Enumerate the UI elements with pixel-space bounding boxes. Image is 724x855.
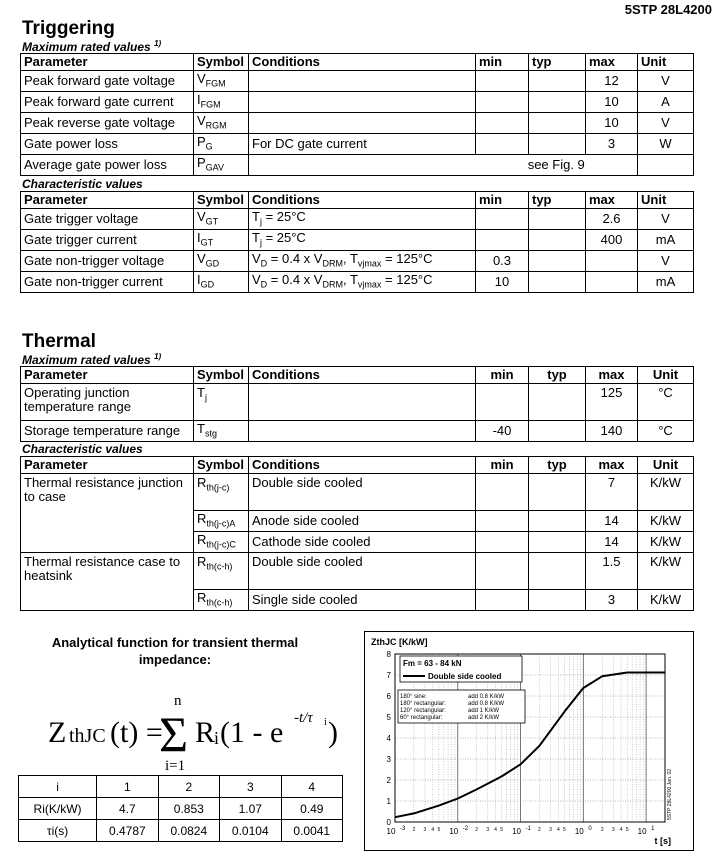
- x-tick-exponent: -3: [400, 826, 406, 832]
- cell-unit: V: [638, 113, 694, 134]
- header-min: min: [476, 457, 529, 474]
- thermal-char-table: [20, 456, 694, 611]
- cell-symbol: $V_{RGM}$: [194, 113, 249, 134]
- cell-max: 3: [586, 590, 638, 611]
- header-min: min: [476, 367, 529, 384]
- cell-parameter: Gate trigger current: [21, 230, 194, 251]
- header-max: max: [586, 367, 638, 384]
- cell-max: 125: [586, 384, 638, 421]
- cell-i-4: 4: [281, 776, 342, 798]
- cell-tau-label: τi(s): [19, 820, 97, 842]
- cell-tau-value: 0.0824: [158, 820, 219, 842]
- cell-max: 14: [586, 511, 638, 532]
- x-minor-tick-label: 5: [563, 827, 566, 833]
- cell-max: 10: [586, 92, 638, 113]
- table-row: [21, 71, 694, 92]
- y-tick-label: 1: [386, 797, 391, 806]
- formula-sigma: Σ: [159, 706, 189, 762]
- cell-typ: [529, 134, 586, 155]
- formula-sum-bottom: i=1: [165, 758, 186, 774]
- legend-series-label: Double side cooled: [428, 672, 502, 681]
- header-max: max: [586, 457, 638, 474]
- table-row-average-gate-power: [21, 155, 694, 176]
- x-tick-label: 10: [449, 827, 459, 836]
- cell-max: 140: [586, 421, 638, 442]
- y-tick-label: 3: [386, 755, 391, 764]
- cell-unit: K/kW: [638, 511, 694, 532]
- header-symbol: Symbol: [194, 457, 249, 474]
- cell-parameter: Gate trigger voltage: [21, 209, 194, 230]
- cell-parameter: Peak forward gate voltage: [21, 71, 194, 92]
- cell-min: [476, 209, 529, 230]
- formula-rhs-sub: i: [214, 728, 220, 748]
- thermal-coefficients-table: [18, 775, 343, 842]
- x-tick-exponent: -1: [525, 826, 531, 832]
- x-axis-label: t [s]: [654, 836, 671, 846]
- cell-conditions: [249, 92, 476, 113]
- table-row: [19, 798, 343, 820]
- x-tick-label: 10: [637, 827, 647, 836]
- side-note: 5STP 28L4200 Jan. 02: [667, 768, 673, 820]
- cell-max: 10: [586, 113, 638, 134]
- header-parameter: Parameter: [21, 367, 194, 384]
- table-header-row: [21, 192, 694, 209]
- formula-arg: (t) =: [110, 716, 163, 749]
- cell-symbol: $I_{FGM}$: [194, 92, 249, 113]
- cell-symbol: $P_{GAV}$: [194, 155, 249, 176]
- header-parameter: Parameter: [21, 457, 194, 474]
- cell-unit: K/kW: [638, 553, 694, 590]
- cell-min: 10: [476, 272, 529, 293]
- cell-unit: W: [638, 134, 694, 155]
- cell-parameter: Average gate power loss: [21, 155, 194, 176]
- table-row: [21, 92, 694, 113]
- x-minor-tick-label: 3: [549, 827, 552, 833]
- cell-min: -40: [476, 421, 529, 442]
- x-minor-tick-label: 2: [475, 827, 479, 833]
- cell-unit: °C: [638, 384, 694, 421]
- cell-parameter: Thermal resistance junction to case: [21, 474, 194, 553]
- triggering-char-label: Characteristic values: [22, 177, 143, 191]
- cell-max: 400: [586, 230, 638, 251]
- cell-max: 1.5: [586, 553, 638, 590]
- x-minor-tick-label: 4: [556, 827, 560, 833]
- cell-typ: [529, 92, 586, 113]
- cell-conditions: $T_j = 25^\circ C$: [249, 209, 476, 230]
- formula-lhs-sub: thJC: [69, 725, 106, 747]
- y-tick-label: 5: [386, 713, 391, 722]
- cell-unit: K/kW: [638, 590, 694, 611]
- header-unit: Unit: [638, 367, 694, 384]
- formula-close: ): [328, 716, 338, 749]
- cell-min: [476, 113, 529, 134]
- x-minor-tick-label: 3: [611, 827, 615, 833]
- x-minor-tick-label: 4: [431, 827, 435, 833]
- table-row: [21, 113, 694, 134]
- cell-unit: °C: [638, 421, 694, 442]
- cell-min: [476, 92, 529, 113]
- x-tick-exponent: -2: [462, 826, 469, 832]
- y-tick-label: 2: [386, 776, 391, 785]
- legend-addition-value: add 1 K/kW: [468, 708, 500, 714]
- thermal-max-label: Maximum rated values $^{1)}$: [22, 352, 162, 367]
- cell-i-3: 3: [220, 776, 281, 798]
- triggering-max-label: Maximum rated values $^{1)}$: [22, 39, 162, 54]
- header-symbol: Symbol: [194, 54, 249, 71]
- cell-min: [476, 384, 529, 421]
- cell-max: 7: [586, 474, 638, 511]
- cell-min: 0.3: [476, 251, 529, 272]
- header-conditions: Conditions: [249, 457, 476, 474]
- cell-conditions: [249, 71, 476, 92]
- x-tick-label: 10: [386, 827, 396, 836]
- table-row: [21, 272, 694, 293]
- legend-addition-condition: 180° sine:: [400, 694, 427, 700]
- formula-lhs: Z: [48, 716, 67, 749]
- cell-unit: A: [638, 92, 694, 113]
- cell-parameter: Thermal resistance case to heatsink: [21, 553, 194, 611]
- header-typ: typ: [529, 367, 586, 384]
- formula-rhs: R: [195, 716, 216, 749]
- cell-max: 3: [586, 134, 638, 155]
- cell-symbol: $R_{th(j-c)A}$: [194, 511, 249, 532]
- x-tick-label: 10: [512, 827, 522, 836]
- cell-conditions: Double side cooled: [249, 474, 476, 511]
- table-row-rth-ch: [21, 553, 694, 590]
- legend-addition-value: add 2 K/kW: [468, 715, 500, 721]
- cell-symbol: $R_{th(j-c)C}$: [194, 532, 249, 553]
- cell-unit: V: [638, 209, 694, 230]
- table-row-storage-temp: [21, 421, 694, 442]
- table-row-operating-temp: [21, 384, 694, 421]
- y-axis-label: ZthJC [K/kW]: [371, 637, 428, 647]
- cell-min: [476, 230, 529, 251]
- cell-parameter: Gate power loss: [21, 134, 194, 155]
- header-max: max: [586, 192, 638, 209]
- cell-symbol: $R_{th(c-h)}$: [194, 553, 249, 590]
- table-row: [19, 820, 343, 842]
- header-parameter: Parameter: [21, 54, 194, 71]
- cell-typ: [529, 421, 586, 442]
- y-tick-label: 6: [386, 692, 391, 701]
- header-symbol: Symbol: [194, 192, 249, 209]
- table-row: [21, 251, 694, 272]
- cell-symbol: $V_{GT}$: [194, 209, 249, 230]
- cell-typ: [529, 251, 586, 272]
- header-unit: Unit: [638, 54, 694, 71]
- cell-symbol: $I_{GT}$: [194, 230, 249, 251]
- cell-i-1: 1: [97, 776, 158, 798]
- table-header-row: [21, 457, 694, 474]
- cell-parameter: Gate non-trigger current: [21, 272, 194, 293]
- x-tick-exponent: 0: [588, 826, 592, 832]
- cell-parameter: Peak reverse gate voltage: [21, 113, 194, 134]
- triggering-title: Triggering: [22, 18, 115, 39]
- cell-unit: V: [638, 71, 694, 92]
- cell-tau-value: 0.4787: [97, 820, 158, 842]
- x-minor-tick-label: 5: [500, 827, 504, 833]
- header-unit: Unit: [638, 457, 694, 474]
- y-tick-label: 7: [386, 671, 391, 680]
- cell-conditions: For DC gate current: [249, 134, 476, 155]
- triggering-max-table: [20, 53, 694, 176]
- cell-conditions: Single side cooled: [249, 590, 476, 611]
- cell-parameter: Gate non-trigger voltage: [21, 251, 194, 272]
- header-unit: Unit: [638, 192, 694, 209]
- table-row: [21, 209, 694, 230]
- cell-conditions: $V_D = 0.4$ x $V_{DRM}$, $T_{vjmax} = 125^\circ C$: [249, 272, 476, 293]
- x-tick-exponent: 1: [651, 826, 655, 832]
- cell-conditions: $T_j = 25^\circ C$: [249, 230, 476, 251]
- cell-typ: [529, 384, 586, 421]
- cell-max: 14: [586, 532, 638, 553]
- header-conditions: Conditions: [249, 367, 476, 384]
- x-minor-tick-label: 5: [437, 827, 441, 833]
- header-max: max: [586, 54, 638, 71]
- cell-conditions: [249, 113, 476, 134]
- legend-force-label: Fm = 63 - 84 kN: [403, 659, 462, 668]
- cell-symbol: $V_{FGM}$: [194, 71, 249, 92]
- table-row-rth-jc: [21, 474, 694, 511]
- header-min: min: [476, 192, 529, 209]
- table-row: [19, 776, 343, 798]
- cell-unit: K/kW: [638, 532, 694, 553]
- header-typ: typ: [529, 192, 586, 209]
- cell-typ: [529, 272, 586, 293]
- header-typ: typ: [529, 54, 586, 71]
- cell-i: i: [19, 776, 97, 798]
- header-parameter: Parameter: [21, 192, 194, 209]
- legend-addition-condition: 120° rectangular:: [400, 708, 446, 714]
- formula-exponent: -t/τ: [294, 710, 313, 726]
- table-header-row: [21, 367, 694, 384]
- document-id: 5STP 28L4200: [624, 2, 712, 17]
- cell-unit: mA: [638, 272, 694, 293]
- cell-max: 12: [586, 71, 638, 92]
- thermal-max-table: [20, 366, 694, 442]
- header-conditions: Conditions: [249, 54, 476, 71]
- cell-min: [476, 71, 529, 92]
- cell-parameter: Storage temperature range: [21, 421, 194, 442]
- cell-parameter: Operating junction temperature range: [21, 384, 194, 421]
- cell-symbol: $T_{stg}$: [194, 421, 249, 442]
- y-tick-label: 8: [386, 650, 391, 659]
- cell-r-value: 0.49: [281, 798, 342, 820]
- x-minor-tick-label: 2: [600, 827, 604, 833]
- cell-symbol: $T_j$: [194, 384, 249, 421]
- cell-min: [476, 134, 529, 155]
- cell-symbol: $I_{GD}$: [194, 272, 249, 293]
- cell-parameter: Peak forward gate current: [21, 92, 194, 113]
- table-row: [21, 230, 694, 251]
- legend-addition-value: add 0.8 K/kW: [468, 701, 505, 707]
- cell-symbol: $P_G$: [194, 134, 249, 155]
- formula-sum-top: n: [174, 693, 182, 709]
- triggering-char-table: [20, 191, 694, 293]
- cell-typ: [529, 209, 586, 230]
- legend-addition-condition: 60° rectangular:: [400, 715, 443, 721]
- header-typ: typ: [529, 457, 586, 474]
- x-minor-tick-label: 5: [625, 827, 629, 833]
- header-min: min: [476, 54, 529, 71]
- thermal-title: Thermal: [22, 331, 96, 352]
- chart-svg: [365, 632, 693, 850]
- cell-unit: K/kW: [638, 474, 694, 511]
- cell-tau-value: 0.0041: [281, 820, 342, 842]
- cell-max: 2.6: [586, 209, 638, 230]
- cell-max: [586, 272, 638, 293]
- formula-exponent-sub: i: [324, 717, 327, 728]
- cell-r-value: 1.07: [220, 798, 281, 820]
- transient-impedance-chart: [364, 631, 694, 851]
- x-tick-label: 10: [574, 827, 584, 836]
- header-symbol: Symbol: [194, 367, 249, 384]
- cell-typ: [529, 71, 586, 92]
- thermal-char-label: Characteristic values: [22, 442, 143, 456]
- y-tick-label: 0: [386, 818, 391, 827]
- cell-max: [586, 251, 638, 272]
- legend-addition-value: add 0.8 K/kW: [468, 694, 505, 700]
- cell-i-2: 2: [158, 776, 219, 798]
- zth-formula: [40, 690, 340, 774]
- cell-conditions: $V_D = 0.4$ x $V_{DRM}$, $T_{vjmax} = 125^\circ C$: [249, 251, 476, 272]
- table-row: [21, 134, 694, 155]
- x-minor-tick-label: 2: [412, 827, 416, 833]
- cell-typ: [529, 113, 586, 134]
- cell-symbol: $R_{th(j-c)}$: [194, 474, 249, 511]
- cell-conditions: Anode side cooled: [249, 511, 476, 532]
- x-minor-tick-label: 4: [494, 827, 497, 833]
- cell-r-value: 4.7: [97, 798, 158, 820]
- x-minor-tick-label: 3: [486, 827, 490, 833]
- cell-conditions: Double side cooled: [249, 553, 476, 590]
- cell-see-figure: see Fig. 9: [476, 155, 638, 176]
- analytical-function-title: Analytical function for transient thermal impedance:: [51, 635, 299, 667]
- cell-r-value: 0.853: [158, 798, 219, 820]
- x-minor-tick-label: 4: [619, 827, 623, 833]
- legend-addition-condition: 180° rectangular:: [400, 701, 446, 707]
- formula-rhs-tail: (1 - e: [220, 716, 284, 749]
- header-conditions: Conditions: [249, 192, 476, 209]
- cell-tau-value: 0.0104: [220, 820, 281, 842]
- cell-typ: [529, 230, 586, 251]
- cell-conditions: Cathode side cooled: [249, 532, 476, 553]
- cell-r-label: Ri(K/kW): [19, 798, 97, 820]
- x-minor-tick-label: 3: [423, 827, 427, 833]
- cell-symbol: $R_{th(c-h)}$: [194, 590, 249, 611]
- y-tick-label: 4: [386, 734, 391, 743]
- table-header-row: [21, 54, 694, 71]
- cell-symbol: $V_{GD}$: [194, 251, 249, 272]
- cell-unit: V: [638, 251, 694, 272]
- x-minor-tick-label: 2: [538, 827, 541, 833]
- cell-unit: mA: [638, 230, 694, 251]
